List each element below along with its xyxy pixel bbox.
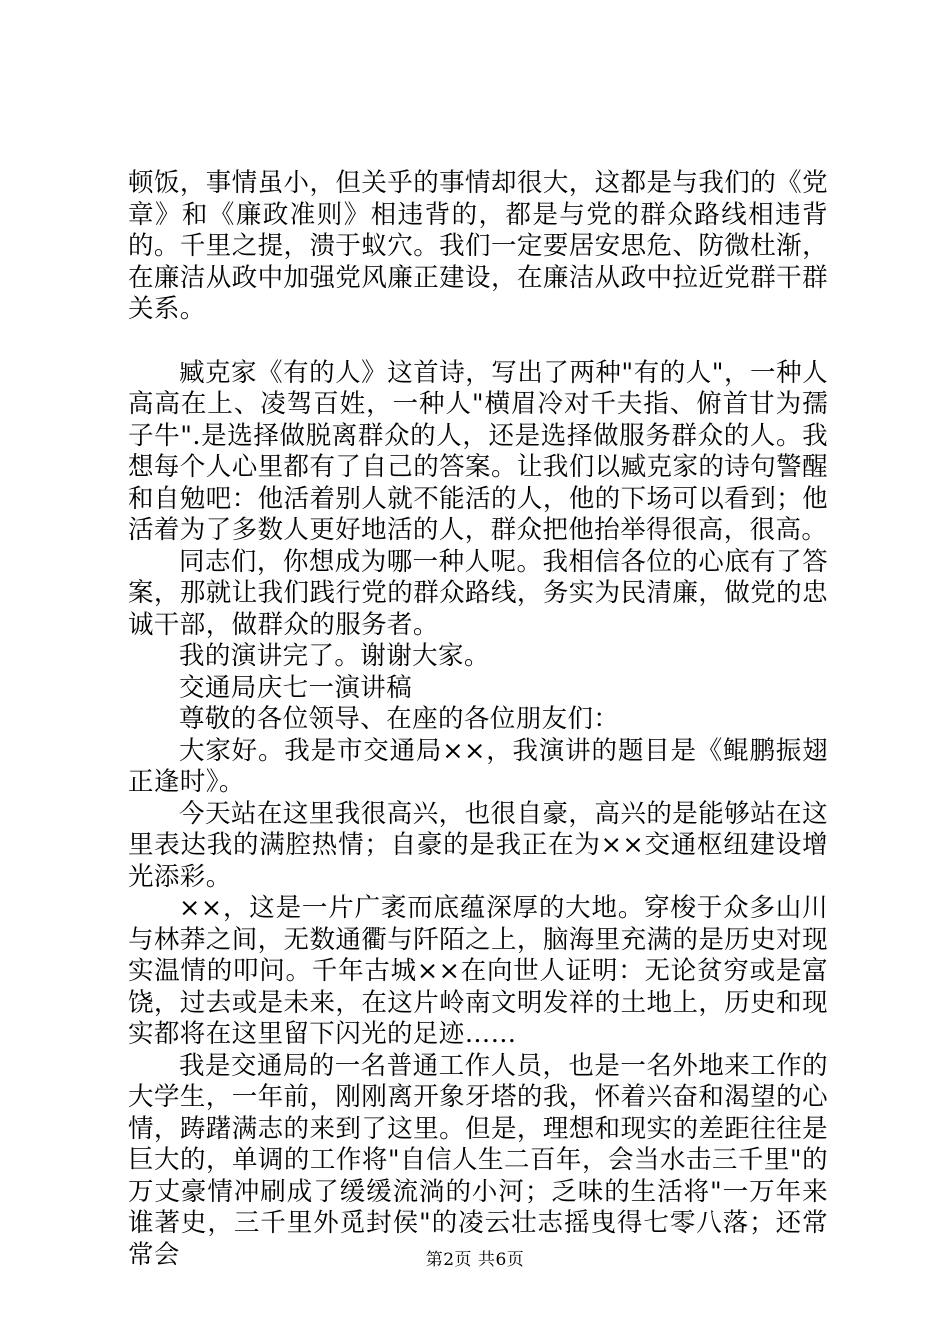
paragraph-land: ××，这是一片广袤而底蕴深厚的大地。穿梭于众多山川与林莽之间，无数通衢与阡陌之上，脑海里充满的是历史对现实温情的叩问。千年古城××在向世人证明：无论贫穷或是富饶，过去或是未来，在这片岭南文明发祥的土地上，历史和现实都将在这里留下闪光的足迹…… (128, 893, 828, 1049)
paragraph-comrades: 同志们，你想成为哪一种人呢。我相信各位的心底有了答案，那就让我们践行党的群众路线，务实为民清廉，做党的忠诚干部，做群众的服务者。 (128, 546, 828, 640)
paragraph-closing: 我的演讲完了。谢谢大家。 (179, 641, 490, 671)
speech-title: 交通局庆七一演讲稿 (179, 672, 413, 703)
page-number: 第2页 共6页 (425, 1250, 525, 1270)
document-body (128, 168, 828, 1271)
paragraph-happy: 今天站在这里我很高兴，也很自豪，高兴的是能够站在这里表达我的满腔热情；自豪的是我正在为××交通枢纽建设增光添彩。 (128, 798, 828, 892)
paragraph-self-intro: 我是交通局的一名普通工作人员，也是一名外地来工作的大学生，一年前，刚刚离开象牙塔的我，怀着兴奋和渴望的心情，踌躇满志的来到了这里。但是，理想和现实的差距往往是巨大的，单调的工作将"自信人生二百年，会当水击三千里"的万丈豪情冲刷成了缓缓流淌的小河；乏味的生活将"一万年来谁著史，三千里外觅封侯"的凌云壮志摇曳得七零八落；还常常会 (128, 1050, 828, 1270)
paragraph-poem: 臧克家《有的人》这首诗，写出了两种"有的人"，一种人高高在上、凌驾百姓，一种人"横眉冷对千夫指、俯首甘为孺子牛".是选择做脱离群众的人，还是选择做服务群众的人。我想每个人心里都有了自己的答案。让我们以臧克家的诗句警醒和自勉吧：他活着别人就不能活的人，他的下场可以看到；他活着为了多数人更好地活的人，群众把他抬举得很高，很高。 (128, 357, 828, 545)
speech-salutation: 尊敬的各位领导、在座的各位朋友们： (179, 704, 620, 734)
paragraph-greeting: 大家好。我是市交通局××，我演讲的题目是《鲲鹏振翅正逢时》。 (128, 735, 828, 797)
paragraph-continuation: 顿饭，事情虽小，但关乎的事情却很大，这都是与我们的《党章》和《廉政准则》相违背的，都是与党的群众路线相违背的。千里之提，溃于蚁穴。我们一定要居安思危、防微杜渐，在廉洁从政中加强党风廉正建设，在廉洁从政中拉近党群干群关系。 (128, 168, 828, 324)
